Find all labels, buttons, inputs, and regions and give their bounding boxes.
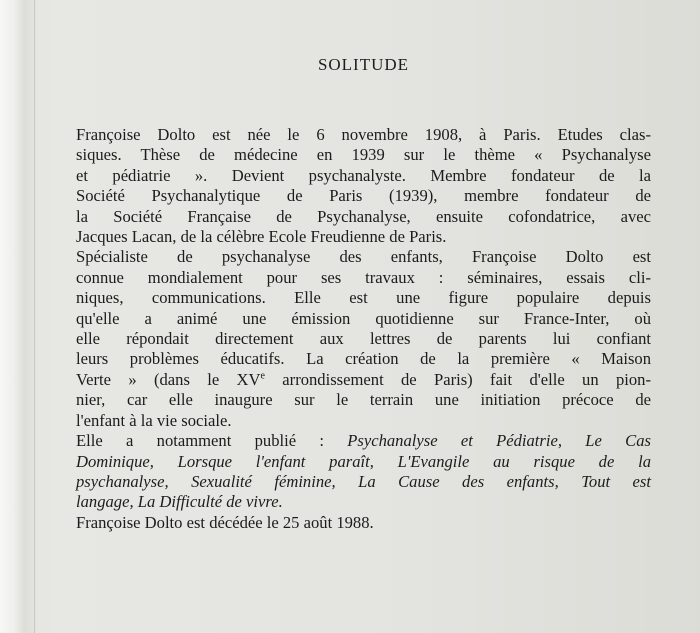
text-line: leurs problèmes éducatifs. La création de la première « Maison xyxy=(76,349,651,369)
text-line: qu'elle a animé une émission quotidienne sur France-Inter, où xyxy=(76,308,651,328)
text-line: niques, communications. Elle est une figure populaire depuis xyxy=(76,288,651,308)
text-line: Françoise Dolto est née le 6 novembre 1908, à Paris. Etudes clas- xyxy=(76,125,651,144)
text-line: connue mondialement pour ses travaux : séminaires, essais cli- xyxy=(76,267,651,287)
text-line: l'enfant à la vie sociale. xyxy=(76,410,232,430)
text-line: nier, car elle inaugure sur le terrain une initiation précoce de xyxy=(76,390,651,410)
text-line: elle répondait directement aux lettres de parents lui confiant xyxy=(76,329,651,349)
text-line: la Société Française de Psychanalyse, ensuite cofondatrice, avec xyxy=(76,206,651,226)
page-edge xyxy=(0,0,40,633)
text-line: et pédiatrie ». Devient psychanalyste. Membre fondateur de la xyxy=(76,165,651,185)
text-fragment: Elle a notamment publié : xyxy=(76,431,348,451)
text-line xyxy=(76,431,651,451)
book-titles: psychanalyse, Sexualité féminine, La Cause des enfants, Tout est xyxy=(76,471,651,491)
book-titles: Psychanalyse et Pédiatrie, Le Cas xyxy=(347,431,651,451)
text-fragment: Verte » (dans le XV xyxy=(76,369,261,389)
text-line: siques. Thèse de médecine en 1939 sur le thème « Psychanalyse xyxy=(76,145,651,165)
page-title: SOLITUDE xyxy=(317,55,410,74)
text-line: Jacques Lacan, de la célèbre Ecole Freudienne de Paris. xyxy=(76,227,447,247)
book-titles: langage, La Difficulté de vivre. xyxy=(76,492,283,512)
text-line xyxy=(76,370,651,390)
text-line: Spécialiste de psychanalyse des enfants, Françoise Dolto est xyxy=(76,247,651,267)
text-line: Société Psychanalytique de Paris (1939), membre fondateur de xyxy=(76,186,651,206)
book-titles: Dominique, Lorsque l'enfant paraît, L'Evangile au risque de la xyxy=(76,451,651,471)
superscript: e xyxy=(260,370,265,382)
text-fragment: arrondissement de Paris) fait d'elle un pion- xyxy=(264,369,651,389)
biography-text xyxy=(76,55,651,533)
text-line: Françoise Dolto est décédée le 25 août 1988. xyxy=(76,512,374,532)
